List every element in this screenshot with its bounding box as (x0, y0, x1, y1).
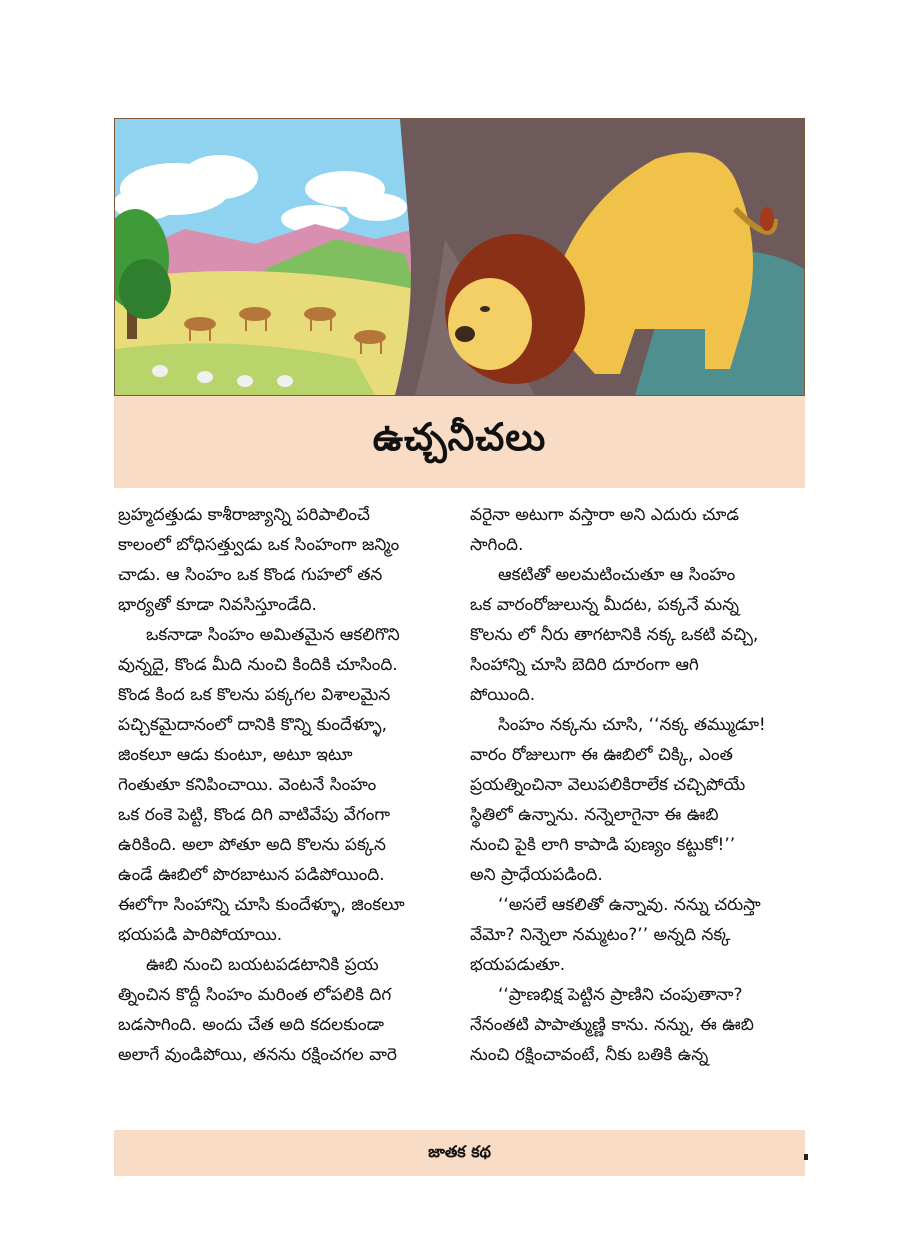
left-column (118, 500, 456, 1070)
text-line: భయపడి పారిపోయాయి. (118, 925, 283, 945)
text-line: బడసాగింది. అందు చేత అది కదలకుండా (118, 1015, 384, 1035)
right-column (470, 500, 803, 1070)
text-line: ప్రయత్నించినా వెలుపలికిరాలేక చచ్చిపోయే (470, 775, 746, 795)
text-line: సాగింది. (470, 535, 524, 555)
text-line: నుంచి పైకి లాగి కాపాడి పుణ్యం కట్టుకో!’’ (470, 835, 736, 855)
footer-band (114, 1130, 805, 1176)
text-line: స్థితిలో ఉన్నాను. నన్నెలాగైనా ఈ ఊబి (470, 805, 719, 825)
text-line: పోయింది. (470, 685, 536, 705)
text-line: చాడు. ఆ సింహం ఒక కొండ గుహలో తన (118, 565, 383, 585)
text-line: సింహం నక్కను చూసి, ‘‘నక్క తమ్ముడూ! (498, 715, 766, 735)
text-line: గెంతుతూ కనిపించాయి. వెంటనే సింహం (118, 775, 377, 795)
text-line: ఉరికింది. అలా పోతూ అది కొలను పక్కన (118, 835, 386, 855)
text-line: అని ప్రాధేయపడింది. (470, 865, 603, 885)
text-line: ఒక రంకె పెట్టి, కొండ దిగి వాటివేపు వేగంగా (118, 805, 391, 825)
text-line: కొండ కింద ఒక కొలను పక్కగల విశాలమైన (118, 685, 391, 705)
title-band (114, 396, 805, 488)
text-line: భయపడుతూ. (470, 955, 566, 975)
footer-label: జాతక కథ (428, 1141, 491, 1161)
page-edge-mark (804, 1154, 808, 1160)
text-line: వేమో? నిన్నెలా నమ్మటం?’’ అన్నది నక్క (470, 925, 731, 945)
text-line: బ్రహ్మదత్తుడు కాశీరాజ్యాన్ని పరిపాలించే (118, 505, 370, 525)
text-line: కాలంలో బోధిసత్త్వుడు ఒక సింహంగా జన్మిం (118, 535, 400, 555)
text-line: నుంచి రక్షించావంటే, నీకు బతికి ఉన్న (470, 1045, 709, 1065)
text-line: ‘‘అసలే ఆకలితో ఉన్నావు. నన్ను చరుస్తా (498, 895, 761, 915)
lion-and-deer-illustration (115, 119, 804, 395)
text-line: వారం రోజులుగా ఈ ఊబిలో చిక్కి, ఎంత (470, 745, 733, 765)
text-line: ‘‘ప్రాణభిక్ష పెట్టిన ప్రాణిని చంపుతానా? (498, 985, 743, 1005)
text-line: ఊబి నుంచి బయటపడటానికి ప్రయ (146, 955, 379, 975)
text-line: కొలను లో నీరు తాగటానికి నక్క ఒకటి వచ్చి, (470, 625, 759, 645)
text-line: ఉండే ఊబిలో పొరబాటున పడిపోయింది. (118, 865, 385, 885)
text-line: వున్నదై, కొండ మీది నుంచి కిందికి చూసింది. (118, 655, 398, 675)
text-line: త్నించిన కొద్దీ సింహం మరింత లోపలికి దిగ (118, 985, 392, 1005)
text-line: అలాగే వుండిపోయి, తనను రక్షించగల వారె (118, 1045, 397, 1065)
text-line: ఒక వారంరోజులున్న మీదట, పక్కనే మన్న (470, 595, 740, 615)
text-line: భార్యతో కూడా నివసిస్తూండేది. (118, 595, 317, 615)
text-line: ఆకటితో అలమటించుతూ ఆ సింహం (498, 565, 736, 585)
text-line: ఒకనాడా సింహం అమితమైన ఆకలిగొని (146, 625, 400, 645)
text-line: పచ్చికమైదానంలో దానికి కొన్ని కుందేళ్ళూ, (118, 715, 387, 735)
text-line: ఈలోగా సింహాన్ని చూసి కుందేళ్ళూ, జింకలూ (118, 895, 405, 915)
text-line: జింకలూ ఆడు కుంటూ, అటూ ఇటూ (118, 745, 353, 765)
text-line: నేనంతటి పాపాత్ముణ్ణి కాను. నన్ను, ఈ ఊబి (470, 1015, 754, 1035)
story-illustration (114, 118, 805, 396)
text-line: వరైనా అటుగా వస్తారా అని ఎదురు చూడ (470, 505, 739, 525)
text-line: సింహాన్ని చూసి బెదిరి దూరంగా ఆగి (470, 655, 699, 675)
story-title: ఉచ్చనీచలు (372, 415, 547, 459)
